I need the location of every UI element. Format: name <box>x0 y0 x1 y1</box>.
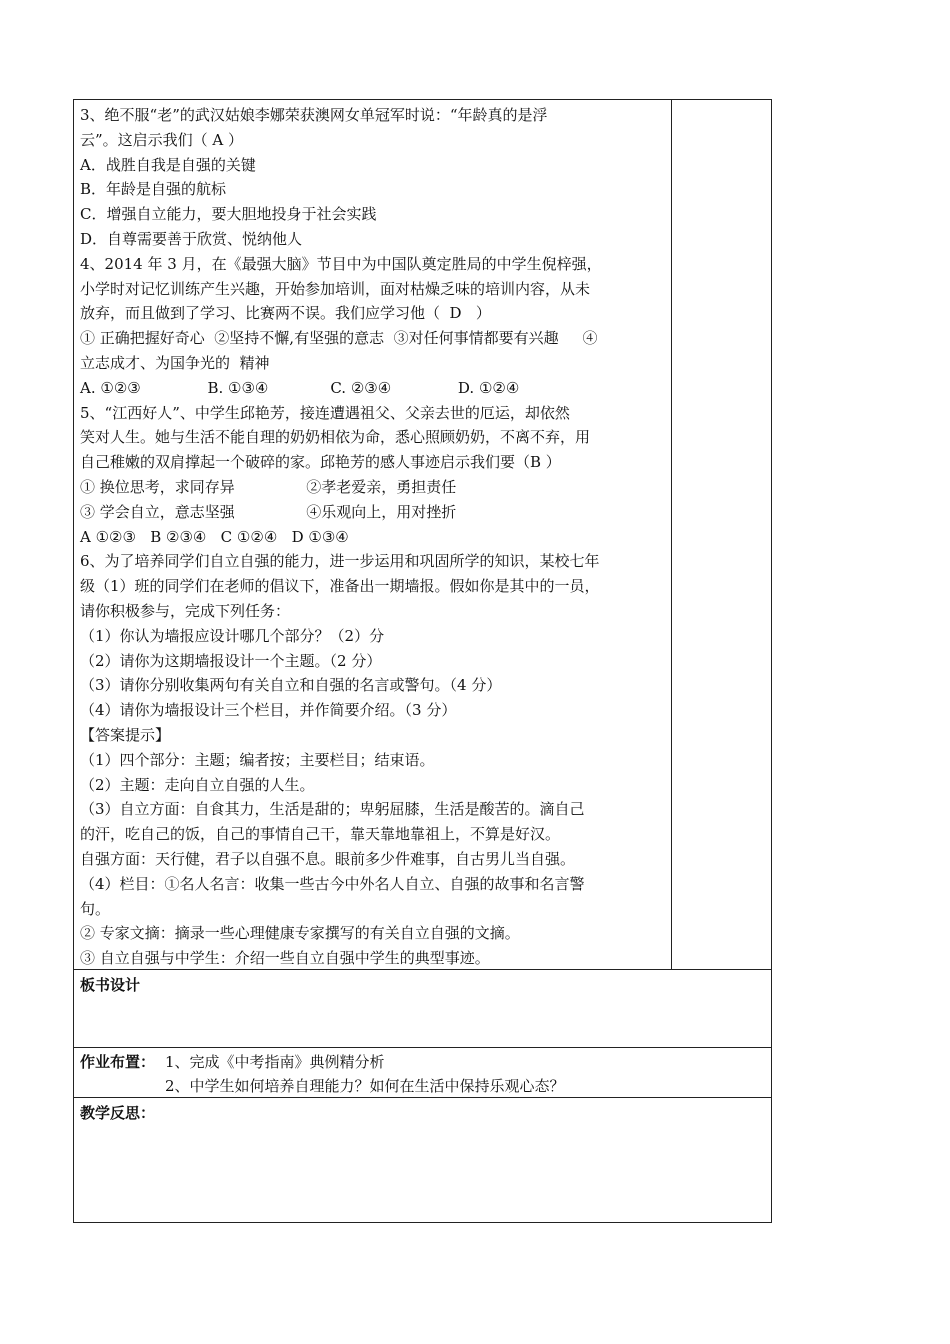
text-line: 句。 <box>80 899 111 918</box>
reflection-label: 教学反思： <box>80 1104 156 1122</box>
text-line: A ①②③ B ②③④ C ①②④ D ①③④ <box>80 527 349 546</box>
text-line: ② 专家文摘：摘录一些心理健康专家撰写的有关自立自强的文摘。 <box>80 924 520 943</box>
text-line: 立志成才、为国争光的 精神 <box>80 353 270 372</box>
text-line: 4、2014 年 3 月，在《最强大脑》节目中为中国队奠定胜局的中学生倪梓强， <box>80 254 602 273</box>
text-line: 的汗，吃自己的饭，自己的事情自己干，靠天靠地靠祖上，不算是好汉。 <box>80 825 561 844</box>
text-line: 云”。这启示我们（ A ） <box>80 130 244 149</box>
text-line: 小学时对记忆训练产生兴趣，开始参加培训，面对枯燥乏味的培训内容，从未 <box>80 279 591 298</box>
text-line: 3、绝不服“老”的武汉姑娘李娜荣获澳网女单冠军时说：“年龄真的是浮 <box>80 106 548 124</box>
text-line: 5、“江西好人”、中学生邱艳芳，接连遭遇祖父、父亲去世的厄运，却依然 <box>80 403 570 422</box>
text-line: （4）请你为墙报设计三个栏目，并作简要介绍。（3 分） <box>80 701 457 720</box>
text-line: ③ 自立自强与中学生：介绍一些自立自强中学生的典型事迹。 <box>80 949 490 968</box>
text-line: （3）请你分别收集两句有关自立和自强的名言或警句。（4 分） <box>80 676 502 695</box>
text-line: （1）你认为墙报应设计哪几个部分？（2）分 <box>80 626 385 645</box>
text-line: C．增强自立能力，要大胆地投身于社会实践 <box>80 205 377 224</box>
text-line: 6、为了培养同学们自立自强的能力，进一步运用和巩固所学的知识，某校七年 <box>80 552 600 571</box>
text-line: 笑对人生。她与生活不能自理的奶奶相依为命，悉心照顾奶奶，不离不弃，用 <box>80 428 591 447</box>
board-design-label: 板书设计 <box>80 976 141 994</box>
text-line: （1）四个部分：主题；编者按；主要栏目；结束语。 <box>80 750 435 769</box>
exercise-content <box>80 103 668 971</box>
text-line: A. ①②③ B. ①③④ C. ②③④ D. ①②④ <box>80 378 520 397</box>
text-line: 【答案提示】 <box>80 725 171 744</box>
column-divider <box>671 99 672 969</box>
homework-item-1: 1、完成《中考指南》典例精分析 <box>165 1053 385 1071</box>
text-line: B．年龄是自强的航标 <box>80 180 227 199</box>
text-line: （3）自立方面：自食其力，生活是甜的；卑躬屈膝，生活是酸苦的。滴自己 <box>80 800 585 819</box>
text-line: A．战胜自我是自强的关键 <box>80 155 256 174</box>
text-line: 请你积极参与，完成下列任务： <box>80 601 291 620</box>
text-line: ① 正确把握好奇心 ②坚持不懈,有坚强的意志 ③对任何事情都要有兴趣 ④ <box>80 329 598 348</box>
text-line: （4）栏目：①名人名言：收集一些古今中外名人自立、自强的故事和名言警 <box>80 874 585 893</box>
text-line: ① 换位思考，求同存异 ②孝老爱亲，勇担责任 <box>80 477 457 496</box>
homework-label: 作业布置： <box>80 1053 156 1071</box>
text-line: ③ 学会自立，意志坚强 ④乐观向上，用对挫折 <box>80 502 457 521</box>
text-line: D．自尊需要善于欣赏、悦纳他人 <box>80 229 303 248</box>
text-line: 自强方面：天行健，君子以自强不息。眼前多少件难事，自古男儿当自强。 <box>80 849 576 868</box>
text-line: （2）主题：走向自立自强的人生。 <box>80 775 315 794</box>
text-line: 级（1）班的同学们在老师的倡议下，准备出一期墙报。假如你是其中的一员， <box>80 577 600 596</box>
text-line: （2）请你为这期墙报设计一个主题。（2 分） <box>80 651 382 670</box>
row-divider-homework <box>73 1047 772 1048</box>
homework-item-2: 2、中学生如何培养自理能力？如何在生活中保持乐观心态？ <box>165 1077 565 1095</box>
text-line: 自己稚嫩的双肩撑起一个破碎的家。邱艳芳的感人事迹启示我们要（B ） <box>80 453 561 472</box>
text-line: 放弃，而且做到了学习、比赛两不误。我们应学习他（ D ） <box>80 304 491 323</box>
